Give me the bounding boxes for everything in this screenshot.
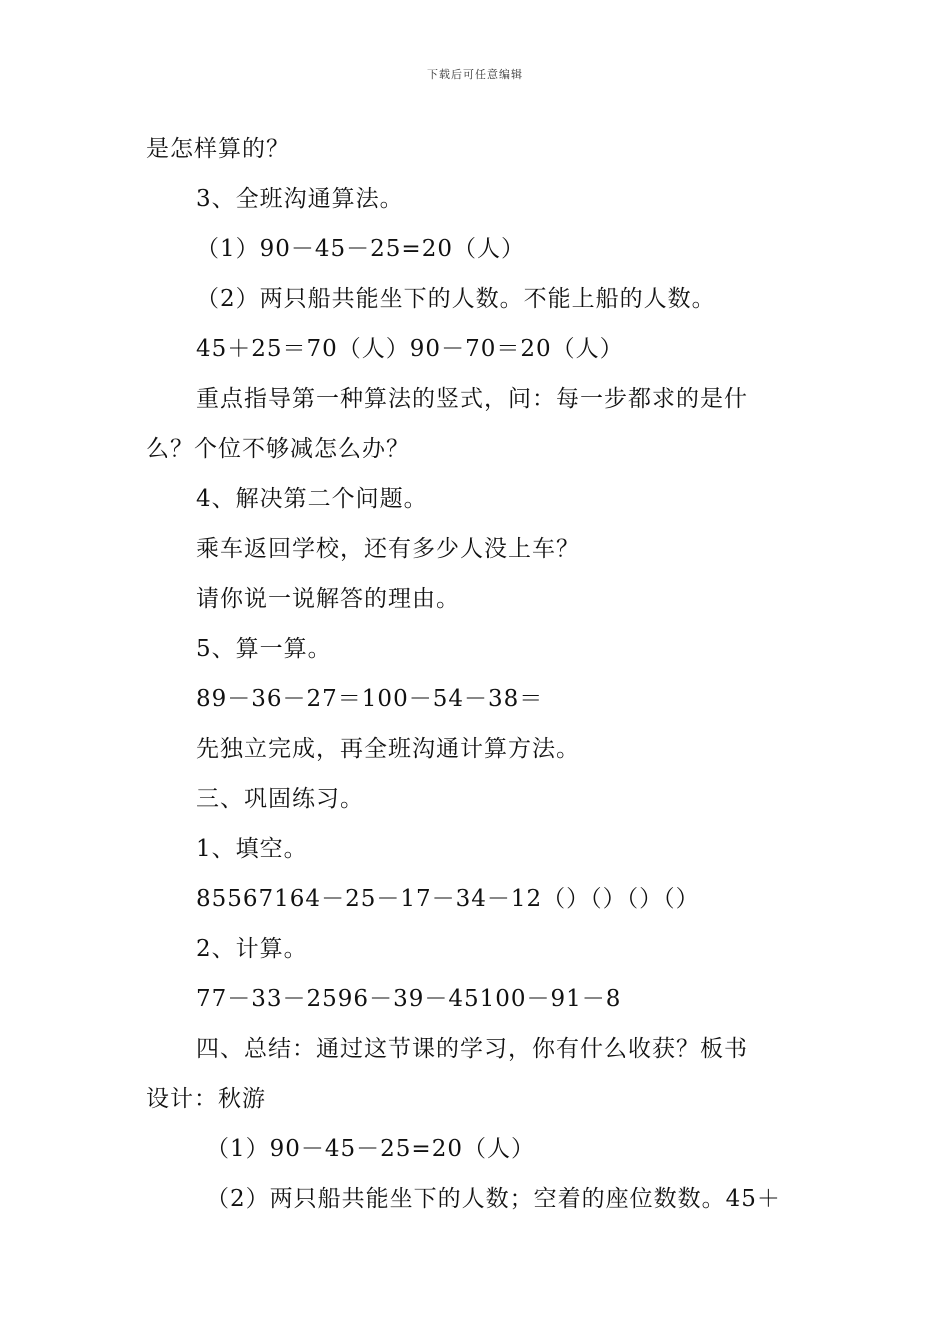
text-line: 么？个位不够减怎么办？	[146, 436, 410, 462]
text-line: 3、全班沟通算法。	[196, 186, 404, 212]
text-line: 89－36－27＝100－54－38＝	[196, 686, 544, 712]
text-line: 先独立完成，再全班沟通计算方法。	[196, 736, 580, 762]
text-line: 设计：秋游	[146, 1086, 266, 1112]
text-line: 四、总结：通过这节课的学习，你有什么收获？板书	[196, 1036, 748, 1062]
text-line: 85567164－25－17－34－12（）（）（）（）	[196, 886, 700, 912]
text-line: （2）两只船共能坐下的人数；空着的座位数数。45＋	[206, 1186, 781, 1212]
text-line: 重点指导第一种算法的竖式，问：每一步都求的是什	[196, 386, 748, 412]
text-line: 77－33－2596－39－45100－91－8	[196, 986, 622, 1012]
text-line: 2、计算。	[196, 936, 308, 962]
text-line: 4、解决第二个问题。	[196, 486, 428, 512]
text-line: 45＋25＝70（人）90－70＝20（人）	[196, 336, 624, 362]
text-line: （2）两只船共能坐下的人数。不能上船的人数。	[196, 286, 716, 312]
text-line: （1）90－45－25=20（人）	[206, 1136, 535, 1162]
text-line: 1、填空。	[196, 836, 308, 862]
page-header: 下载后可任意编辑	[427, 68, 523, 81]
text-line: 三、巩固练习。	[196, 786, 364, 812]
text-line: 是怎样算的？	[146, 136, 290, 162]
text-line: 乘车返回学校，还有多少人没上车？	[196, 536, 580, 562]
text-line: 请你说一说解答的理由。	[196, 586, 460, 612]
text-line: （1）90－45－25=20（人）	[196, 236, 525, 262]
text-line: 5、算一算。	[196, 636, 332, 662]
document-body	[146, 130, 816, 1230]
